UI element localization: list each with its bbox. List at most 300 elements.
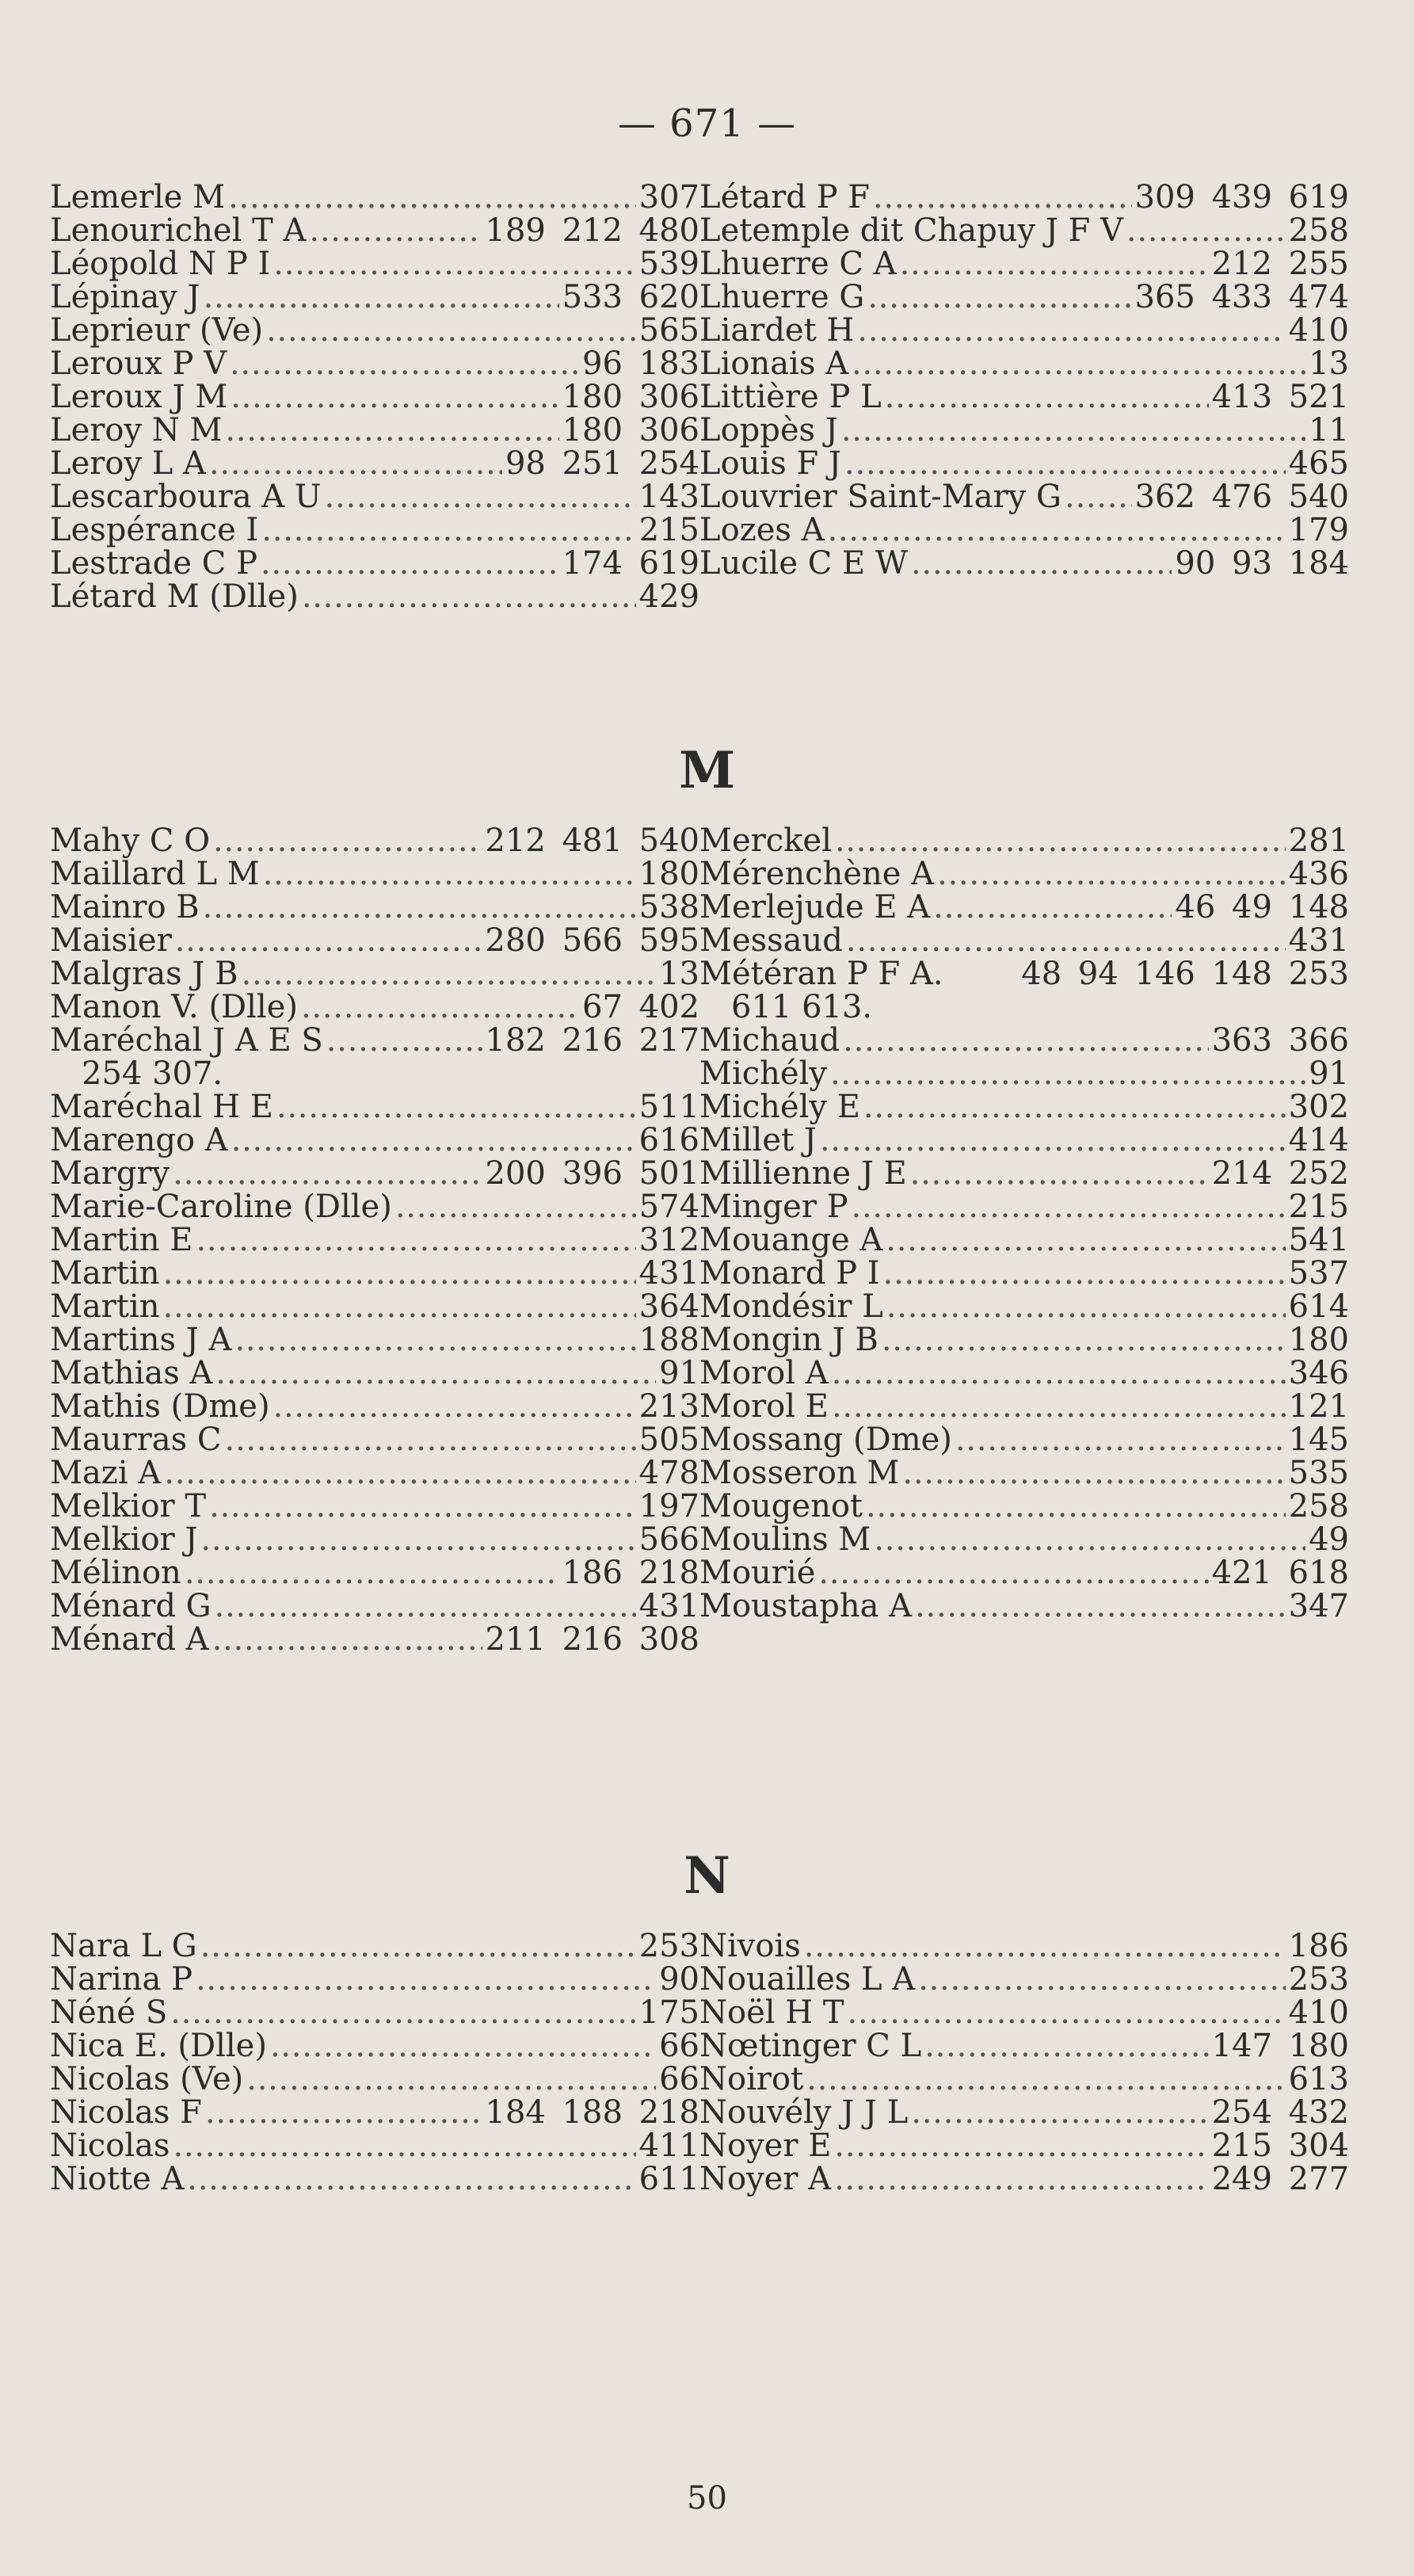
index-entry [699, 824, 1349, 857]
leader-dots [883, 1257, 1286, 1290]
index-entry [50, 480, 699, 513]
entry-name: Michély [699, 1055, 827, 1092]
entry-pages: 410 [1288, 1994, 1349, 2031]
entry-pages: 254 432 [1211, 2094, 1349, 2131]
entry-pages: 186 [1288, 1928, 1349, 1964]
index-entry [50, 280, 699, 314]
leader-dots [937, 857, 1286, 891]
index-entry [50, 1929, 699, 1963]
index-entry [699, 547, 1349, 580]
entry-pages: 574 [638, 1189, 699, 1225]
leader-dots [828, 513, 1286, 547]
entry-name: Ménard G [50, 1588, 212, 1624]
index-entry [50, 2096, 699, 2129]
entry-pages: 66 [659, 2028, 699, 2064]
leader-dots [215, 1589, 636, 1623]
column-left [50, 824, 699, 1656]
entry-name: Lhuerre G [699, 279, 865, 315]
index-entry [699, 1556, 1349, 1589]
index-entry [699, 1290, 1349, 1323]
index-entry [699, 380, 1349, 414]
entry-name: Mélinon [50, 1555, 181, 1591]
entry-name: Nicolas [50, 2128, 170, 2164]
leader-dots [902, 1456, 1285, 1490]
entry-name: Lépinay J [50, 279, 200, 315]
leader-dots [835, 824, 1286, 857]
index-entry [699, 1124, 1349, 1157]
leader-dots [196, 1223, 635, 1257]
leader-dots [187, 2162, 635, 2196]
entry-pages: 364 [638, 1288, 699, 1325]
index-entry [699, 924, 1349, 957]
entry-pages: 186 218 [562, 1555, 699, 1591]
entry-pages: 66 [659, 2061, 699, 2097]
index-entry [50, 957, 699, 990]
entry-pages: 145 [1288, 1422, 1349, 1458]
leader-dots [886, 1290, 1286, 1323]
index-entry [50, 1589, 699, 1623]
entry-pages: 189 212 480 [485, 212, 699, 249]
entry-name: Michély E [699, 1089, 860, 1125]
entry-pages: 49 [1309, 1521, 1349, 1558]
leader-dots [273, 247, 635, 280]
entry-name: Mérenchène A [699, 856, 935, 892]
index-entry [699, 1157, 1349, 1190]
entry-pages: 214 252 [1211, 1155, 1349, 1192]
entry-pages: 411 [638, 2128, 699, 2164]
entry-name: Léopold N P I [50, 246, 271, 282]
entry-pages: 143 [638, 479, 699, 515]
entry-name: Maillard L M [50, 856, 260, 892]
index-entry [699, 1057, 1349, 1090]
entry-name: Martin [50, 1288, 160, 1325]
entry-name: Nouailles L A [699, 1961, 916, 1998]
leader-dots [804, 1929, 1286, 1963]
index-entry [699, 1963, 1349, 1996]
index-entry [50, 1556, 699, 1589]
leader-dots [173, 2129, 635, 2162]
leader-dots [844, 447, 1286, 480]
index-entry [50, 1523, 699, 1556]
leader-dots [911, 2096, 1208, 2129]
index-entry [50, 1223, 699, 1257]
entry-pages: 48 94 146 148 253 [1021, 956, 1349, 992]
entry-pages: 200 396 501 [485, 1155, 699, 1192]
entry-pages: 505 [638, 1422, 699, 1458]
leader-dots [834, 2129, 1208, 2162]
index-entry [50, 1963, 699, 1996]
entry-name: Mahy C O [50, 822, 210, 859]
index-entry [699, 1223, 1349, 1257]
leader-dots [857, 314, 1285, 347]
entry-name: Merlejude E A [699, 889, 931, 925]
leader-dots [228, 181, 636, 214]
leader-dots [841, 414, 1305, 447]
entry-pages: 67 402 [582, 989, 699, 1025]
entry-pages: 312 [638, 1222, 699, 1258]
index-entry [699, 181, 1349, 214]
entry-pages: 215 [1288, 1189, 1349, 1225]
entry-pages: 253 [1288, 1961, 1349, 1998]
entry-pages: 413 521 [1211, 379, 1349, 415]
entry-pages: 180 306 [562, 379, 699, 415]
index-entry [699, 1490, 1349, 1523]
index-entry [50, 314, 699, 347]
entry-pages: 90 93 184 [1175, 545, 1349, 582]
entry-pages: 213 [638, 1388, 699, 1425]
index-entry [50, 247, 699, 280]
index-entry [699, 2029, 1349, 2063]
leader-dots [1126, 214, 1286, 247]
index-entry [699, 214, 1349, 247]
leader-dots [276, 1090, 636, 1124]
entry-pages: 431 [638, 1255, 699, 1292]
entry-name: Météran P F A. [699, 956, 943, 992]
entry-pages: 431 [1288, 922, 1349, 959]
entry-pages: 96 183 [582, 345, 699, 382]
leader-dots [213, 824, 482, 857]
entry-pages: 281 [1288, 822, 1349, 859]
entry-name: Néné S [50, 1994, 168, 2031]
leader-dots [832, 1390, 1286, 1423]
entry-pages: 541 [1288, 1222, 1349, 1258]
leader-dots [325, 480, 636, 513]
entry-pages: 174 619 [562, 545, 699, 582]
leader-dots [933, 891, 1172, 924]
entry-name: Maurras C [50, 1422, 222, 1458]
entry-pages: 215 [638, 512, 699, 548]
entry-name: Michaud [699, 1022, 840, 1059]
leader-dots [200, 1929, 636, 1963]
entry-name: Noirot [699, 2061, 804, 2097]
index-entry [699, 1456, 1349, 1490]
leader-dots [212, 1623, 482, 1656]
entry-name: Millienne J E [699, 1155, 907, 1192]
leader-dots [234, 1323, 635, 1357]
entry-pages: 180 [638, 856, 699, 892]
index-entry [699, 1323, 1349, 1357]
entry-name: Moulins M [699, 1521, 871, 1558]
entry-name: Manon V. (Dlle) [50, 989, 298, 1025]
section-letter-n: N [684, 1846, 730, 1906]
entry-pages: 258 [1288, 212, 1349, 249]
leader-dots [395, 1190, 636, 1223]
entry-pages: 346 [1288, 1355, 1349, 1391]
entry-name: Merckel [699, 822, 832, 859]
entry-name: Nicolas F [50, 2094, 202, 2131]
entry-pages: 538 [638, 889, 699, 925]
entry-name: Maréchal J A E S [50, 1022, 323, 1059]
entry-pages: 614 [1288, 1288, 1349, 1325]
entry-name: Mourié [699, 1555, 816, 1591]
leader-dots [215, 1357, 656, 1390]
leader-dots [852, 347, 1305, 380]
index-entry [699, 347, 1349, 380]
leader-dots [911, 547, 1172, 580]
leader-dots [818, 1556, 1208, 1589]
entry-pages: 175 [638, 1994, 699, 2031]
leader-dots [261, 513, 635, 547]
leader-dots [204, 280, 559, 314]
column-right [699, 1929, 1349, 2196]
leader-dots [175, 924, 482, 957]
index-entry [699, 314, 1349, 347]
index-entry [699, 1090, 1349, 1124]
leader-dots [270, 2029, 656, 2063]
index-entry [699, 2162, 1349, 2196]
entry-name: Mathis (Dme) [50, 1388, 270, 1425]
leader-dots [882, 1323, 1286, 1357]
index-entry [50, 1290, 699, 1323]
entry-pages: 215 304 [1211, 2128, 1349, 2164]
entry-name: Nica E. (Dlle) [50, 2028, 267, 2064]
entry-continuation: 611 613. [731, 989, 873, 1025]
index-entry [50, 1996, 699, 2029]
index-entry [50, 924, 699, 957]
entry-pages: 302 [1288, 1089, 1349, 1125]
index-entry [50, 857, 699, 891]
index-entry [50, 1623, 699, 1656]
leader-dots [886, 1223, 1285, 1257]
leader-dots [173, 1157, 482, 1190]
entry-pages: 13 [659, 956, 699, 992]
entry-pages: 180 [1288, 1322, 1349, 1358]
entry-pages: 537 [1288, 1255, 1349, 1292]
entry-name: Lespérance I [50, 512, 259, 548]
index-entry [50, 380, 699, 414]
entry-name: Mosseron M [699, 1455, 900, 1491]
leader-dots [185, 1556, 559, 1589]
index-entry [50, 547, 699, 580]
entry-name: Mongin J B [699, 1322, 879, 1358]
index-entry [50, 2029, 699, 2063]
index-entry [50, 990, 699, 1024]
entry-name: Lenourichel T A [50, 212, 307, 249]
index-entry [699, 1996, 1349, 2029]
entry-name: Melkior J [50, 1521, 198, 1558]
entry-pages: 13 [1309, 345, 1349, 382]
index-entry [50, 513, 699, 547]
index-entry [699, 414, 1349, 447]
leader-dots [846, 924, 1286, 957]
index-entry [50, 447, 699, 480]
entry-pages: 347 [1288, 1588, 1349, 1624]
entry-name: Loppès J [699, 412, 838, 448]
leader-dots [885, 380, 1209, 414]
leader-dots [820, 1124, 1286, 1157]
index-entry [50, 2129, 699, 2162]
entry-name: Noyer E [699, 2128, 832, 2164]
index-entry [699, 2063, 1349, 2096]
entry-pages: 535 [1288, 1455, 1349, 1491]
index-entry [50, 1323, 699, 1357]
entry-pages: 511 [638, 1089, 699, 1125]
index-entry [50, 1024, 699, 1057]
entry-name: Marengo A [50, 1122, 228, 1158]
index-entry [50, 891, 699, 924]
entry-pages: 180 306 [562, 412, 699, 448]
index-entry [50, 1124, 699, 1157]
entry-name: Martin E [50, 1222, 193, 1258]
entry-pages: 179 [1288, 512, 1349, 548]
index-entry [699, 1024, 1349, 1057]
leader-dots [873, 181, 1132, 214]
entry-name: Lemerle M [50, 179, 226, 216]
entry-pages: 478 [638, 1455, 699, 1491]
index-entry [50, 1157, 699, 1190]
leader-dots [273, 1390, 636, 1423]
leader-dots [915, 1589, 1286, 1623]
entry-pages: 182 216 217 [485, 1022, 699, 1059]
entry-pages: 46 49 148 [1175, 889, 1349, 925]
column-left [50, 1929, 699, 2196]
index-entry [50, 824, 699, 857]
entry-name: Leroux J M [50, 379, 228, 415]
entry-pages: 249 277 [1211, 2161, 1349, 2197]
entry-name: Mazi A [50, 1455, 162, 1491]
entry-name: Morol A [699, 1355, 829, 1391]
entry-name: Leroy N M [50, 412, 223, 448]
entry-name: Martins J A [50, 1322, 232, 1358]
index-entry [699, 247, 1349, 280]
entry-name: Mathias A [50, 1355, 213, 1391]
entry-name: Melkior T [50, 1488, 207, 1525]
index-entry [699, 1523, 1349, 1556]
leader-dots [910, 1157, 1209, 1190]
leader-dots [225, 1423, 636, 1456]
entry-name: Leroux P V [50, 345, 227, 382]
leader-dots [309, 214, 482, 247]
entry-pages: 362 476 540 [1134, 479, 1349, 515]
entry-pages: 410 [1288, 312, 1349, 349]
entry-name: Martin [50, 1255, 160, 1292]
leader-dots [164, 1456, 635, 1490]
leader-dots [209, 1490, 636, 1523]
page-number: 50 [687, 2480, 727, 2517]
entry-pages: 565 [638, 312, 699, 349]
entry-name: Lescarboura A U [50, 479, 322, 515]
index-entry [50, 1390, 699, 1423]
entry-name: Letemple dit Chapuy J F V [699, 212, 1123, 249]
leader-dots [848, 1996, 1286, 2029]
leader-dots [246, 2063, 656, 2096]
entry-pages: 91 [1309, 1055, 1349, 1092]
entry-name: Liardet H [699, 312, 855, 349]
entry-name: Nicolas (Ve) [50, 2061, 244, 2097]
entry-name: Moustapha A [699, 1588, 913, 1624]
entry-name: Nœtinger C L [699, 2028, 922, 2064]
entry-name: Mossang (Dme) [699, 1422, 952, 1458]
entry-name: Noël H T [699, 1994, 844, 2031]
entry-name: Mainro B [50, 889, 200, 925]
leader-dots [852, 1190, 1286, 1223]
leader-dots [834, 2162, 1209, 2196]
index-entry [699, 2096, 1349, 2129]
index-entry [50, 1490, 699, 1523]
index-entry [699, 513, 1349, 547]
entry-pages: 253 [638, 1928, 699, 1964]
leader-dots [261, 547, 559, 580]
entry-name: Lestrade C P [50, 545, 258, 582]
leader-dots [230, 347, 579, 380]
entry-name: Millet J [699, 1122, 817, 1158]
index-entry [50, 181, 699, 214]
entry-pages: 147 180 [1211, 2028, 1349, 2064]
leader-dots [263, 857, 636, 891]
entry-pages: 431 [638, 1588, 699, 1624]
leader-dots [806, 2063, 1285, 2096]
entry-name: Narina P [50, 1961, 192, 1998]
leader-dots [900, 247, 1209, 280]
leader-dots [326, 1024, 482, 1057]
leader-dots [266, 314, 636, 347]
column-right [699, 824, 1349, 1623]
leader-dots [1065, 480, 1132, 513]
index-entry [50, 1423, 699, 1456]
entry-pages: 212 255 [1211, 246, 1349, 282]
entry-pages: 98 251 254 [505, 445, 699, 482]
index-entry [699, 480, 1349, 513]
entry-pages: 11 [1309, 412, 1349, 448]
entry-pages: 566 [638, 1521, 699, 1558]
leader-dots [830, 1057, 1305, 1090]
leader-dots [874, 1523, 1305, 1556]
entry-pages: 611 [638, 2161, 699, 2197]
leader-dots [863, 1090, 1286, 1124]
entry-name: Nara L G [50, 1928, 197, 1964]
index-entry [50, 1357, 699, 1390]
index-entry [699, 1423, 1349, 1456]
page-header: — 671 — [617, 101, 797, 146]
entry-name: Nouvély J J L [699, 2094, 909, 2131]
entry-name: Margry [50, 1155, 170, 1192]
leader-dots [163, 1257, 636, 1290]
entry-name: Minger P [699, 1189, 848, 1225]
index-entry [699, 1589, 1349, 1623]
index-entry [699, 1929, 1349, 1963]
leader-dots [225, 414, 558, 447]
index-entry [699, 280, 1349, 314]
entry-pages: 436 [1288, 856, 1349, 892]
leader-dots [196, 1963, 656, 1996]
entry-name: Malgras J B [50, 956, 238, 992]
entry-pages: 465 [1288, 445, 1349, 482]
leader-dots [302, 580, 636, 613]
leader-dots [955, 1423, 1286, 1456]
column-left [50, 181, 699, 613]
entry-pages: 616 [638, 1122, 699, 1158]
entry-continuation: 254 307. [82, 1055, 223, 1092]
entry-pages: 188 [638, 1322, 699, 1358]
entry-pages: 429 [638, 578, 699, 615]
entry-name: Maréchal H E [50, 1089, 273, 1125]
entry-name: Lozes A [699, 512, 825, 548]
index-entry [50, 214, 699, 247]
entry-name: Morol E [699, 1388, 829, 1425]
index-entry [699, 447, 1349, 480]
index-entry [699, 2129, 1349, 2162]
index-entry [699, 857, 1349, 891]
entry-pages: 90 [659, 1961, 699, 1998]
index-entry [50, 347, 699, 380]
entry-name: Noyer A [699, 2161, 832, 2197]
entry-pages: 121 [1288, 1388, 1349, 1425]
index-entry [50, 2063, 699, 2096]
leader-dots [843, 1024, 1208, 1057]
entry-name: Lhuerre C A [699, 246, 897, 282]
entry-pages: 280 566 595 [485, 922, 699, 959]
entry-name: Leroy L A [50, 445, 206, 482]
